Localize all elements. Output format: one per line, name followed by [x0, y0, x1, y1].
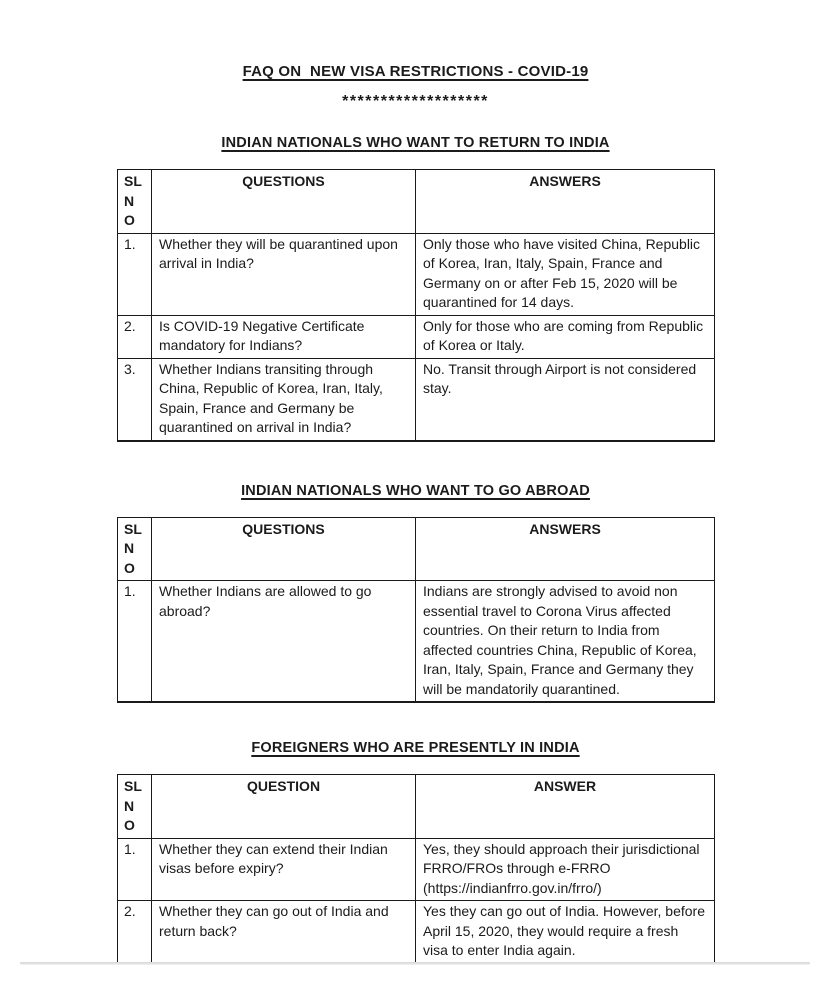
table-row	[118, 358, 715, 441]
faq-table-foreigners-in-india	[117, 774, 715, 965]
cell-answer: Only for those who are coming from Republic of Korea or Italy.	[416, 315, 715, 358]
page-bottom-edge	[20, 962, 810, 965]
cell-answer: Only those who have visited China, Republic of Korea, Iran, Italy, Spain, France and Germany on or after Feb 15, 2020 will be quarantined for 14 days.	[416, 233, 715, 315]
header-cell-question: QUESTIONS	[152, 170, 416, 234]
doc-title: FAQ ON NEW VISA RESTRICTIONS - COVID-19	[242, 63, 589, 80]
section-heading-go-abroad: INDIAN NATIONALS WHO WANT TO GO ABROAD	[241, 482, 590, 499]
cell-slno: 3.	[118, 358, 152, 441]
cell-answer: Yes they can go out of India. However, before April 15, 2020, they would require a fresh visa to enter India again.	[416, 901, 715, 964]
table-row	[118, 315, 715, 358]
table-header-row	[118, 170, 715, 234]
table-header-row	[118, 517, 715, 581]
cell-question: Whether Indians are allowed to go abroad?	[152, 581, 416, 703]
separator-line: *******************	[342, 93, 489, 110]
cell-question: Whether they can extend their Indian visas before expiry?	[152, 838, 416, 901]
cell-question: Whether they can go out of India and return back?	[152, 901, 416, 964]
table-row	[118, 901, 715, 964]
table-row	[118, 581, 715, 703]
header-cell-slno: SL NO	[118, 775, 152, 839]
table-row	[118, 233, 715, 315]
faq-table-go-abroad	[117, 517, 715, 704]
header-cell-answer: ANSWER	[416, 775, 715, 839]
cell-answer: Yes, they should approach their jurisdictional FRRO/FROs through e-FRRO (https://indianfrro.gov.in/frro/)	[416, 838, 715, 901]
cell-question: Whether they will be quarantined upon arrival in India?	[152, 233, 416, 315]
cell-question: Is COVID-19 Negative Certificate mandatory for Indians?	[152, 315, 416, 358]
header-cell-answer: ANSWERS	[416, 517, 715, 581]
cell-answer: Indians are strongly advised to avoid non essential travel to Corona Virus affected countries. On their return to India from affected countries China, Republic of Korea, Iran, Italy, Spain, France and Germany they will be mandatorily quarantined.	[416, 581, 715, 703]
cell-slno: 1.	[118, 838, 152, 901]
table-header-row	[118, 775, 715, 839]
header-cell-question: QUESTION	[152, 775, 416, 839]
cell-slno: 2.	[118, 315, 152, 358]
cell-slno: 1.	[118, 581, 152, 703]
document-body	[117, 0, 714, 965]
header-cell-slno: SL NO	[118, 517, 152, 581]
header-cell-answer: ANSWERS	[416, 170, 715, 234]
section-heading-return-to-india: INDIAN NATIONALS WHO WANT TO RETURN TO INDIA	[221, 135, 610, 151]
cell-answer: No. Transit through Airport is not considered stay.	[416, 358, 715, 441]
section-heading-foreigners-in-india: FOREIGNERS WHO ARE PRESENTLY IN INDIA	[251, 740, 580, 756]
header-cell-question: QUESTIONS	[152, 517, 416, 581]
table-row	[118, 838, 715, 901]
cell-question: Whether Indians transiting through China, Republic of Korea, Iran, Italy, Spain, France and Germany be quarantined on arrival in India?	[152, 358, 416, 441]
faq-table-return-to-india	[117, 169, 715, 442]
header-cell-slno: SL NO	[118, 170, 152, 234]
cell-slno: 2.	[118, 901, 152, 964]
cell-slno: 1.	[118, 233, 152, 315]
